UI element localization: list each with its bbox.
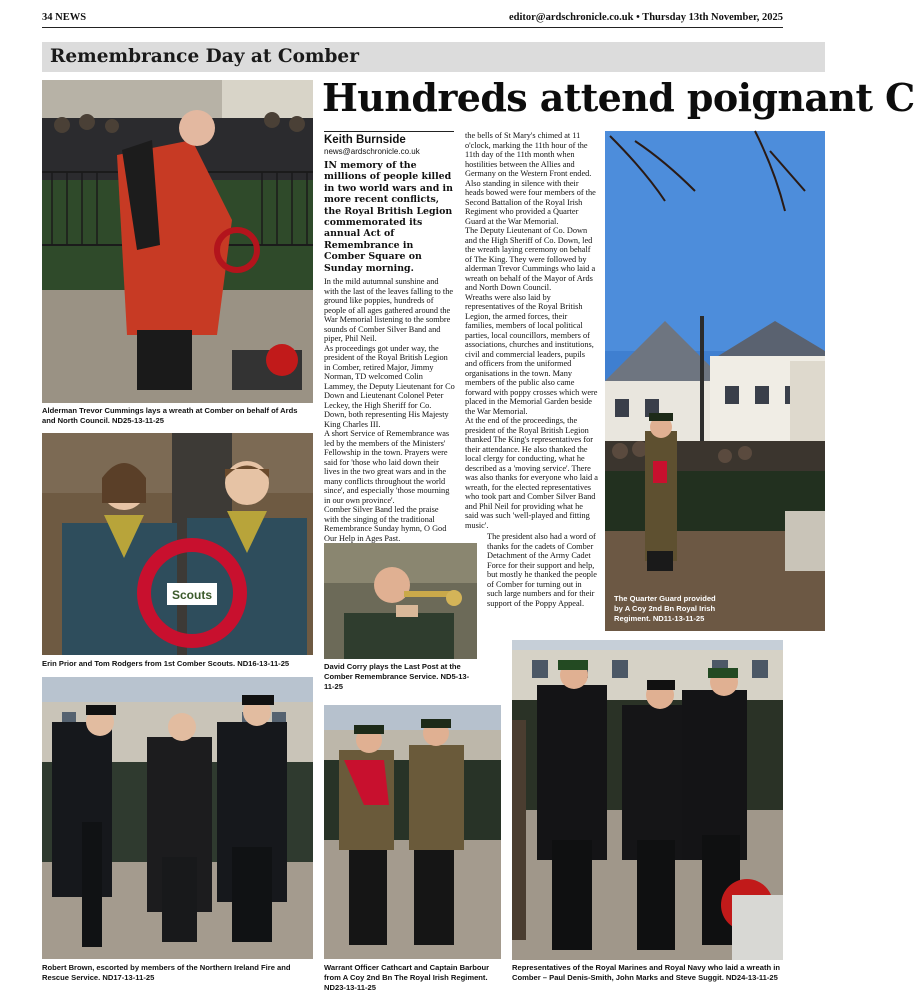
page-contact-date: editor@ardschronicle.co.uk • Thursday 13th November, 2025 [508,12,783,23]
article-byline [324,131,454,156]
photo-fire-rescue [42,677,313,959]
article-paragraph: The president also had a word of thanks for the cadets of Comber Detachment of the Army Cadet Force for their support and help, but mostly he thanked the people of Comber for turning out in such large numbers and for their support of the Poppy Appeal. [487,532,597,608]
page-number: 34 NEWS [42,12,87,23]
article-paragraph: The Deputy Lieutenant of Co. Down and the High Sheriff of Co. Down, led the wreath laying ceremony on behalf of The King. They were followed by alderman Trevor Cummings who laid a wreath on behalf of the Mayor of Ards and North Down Council. [465,226,596,292]
photo-cummings-wreath [42,80,313,403]
article-column-2 [465,131,598,671]
page-folio [42,10,783,28]
caption-quarter-guard: The Quarter Guard provided by A Coy 2nd Bn Royal Irish Regiment. ND11-13-11-25 [614,594,716,623]
caption-scouts: Erin Prior and Tom Rodgers from 1st Comber Scouts. ND16-13-11-25 [42,659,290,668]
caption-fire-rescue: Robert Brown, escorted by members of the Northern Ireland Fire and Rescue Service. ND17-13-11-25 [42,963,291,982]
article-paragraph: In the mild autumnal sunshine and with the last of the leaves falling to the ground like poppies, hundreds of people of all ages gathered around the War Memorial listening to the sombre sounds of Comber Silver Band and piper, Phil Neil. [324,277,454,344]
photo-warrant-officer [324,705,501,959]
article-paragraph: Wreaths were also laid by representatives of the Royal British Legion, the armed forces, their families, members of local political parties, local councillors, members of associations, churches and institutions, civil and commercial leaders, pupils and officers from the uniformed organisations in the town. Many members of the public also came forward with poppy crosses which were placed in the Memorial Garden beside the War Memorial. [465,292,598,416]
article-paragraph: Comber Silver Band led the praise with the singing of the traditional Remembrance Sunday hymn, O God Our Help in Ages Past. [324,505,447,543]
section-banner [42,42,825,72]
caption-bugler: David Corry plays the Last Post at the Comber Remembrance Service. ND5-13-11-25 [324,662,470,691]
photo-bugler [324,543,477,659]
author-name: Keith Burnside [324,131,454,146]
caption-warrant-officer: Warrant Officer Cathcart and Captain Barbour from A Coy 2nd Bn The Royal Irish Regiment. ND23-13-11-25 [324,963,490,992]
article-column-1 [324,160,455,565]
section-title: Remembrance Day at Comber [50,46,359,67]
article-headline: Hundreds attend poignant C [322,75,915,120]
author-email: news@ardschronicle.co.uk [324,147,420,156]
caption-royal-marines: Representatives of the Royal Marines and Royal Navy who laid a wreath in Comber – Paul Denis-Smith, John Marks and Steve Suggit. ND24-13-11-25 [512,963,780,982]
article-lede: IN memory of the millions of people killed in two world wars and in more recent conflicts, the Royal British Legion commemorated its annual Act of Remembrance in Comber Square on Sunday morning. [324,160,453,274]
article-paragraph: At the end of the proceedings, the president of the Royal British Legion thanked The King's representatives for their attendance. He also thanked the local clergy for conducting, what he described as a 'moving service'. There was also thanks for everyone who laid a wreath, for the elected representatives who took part and Comber Silver Band and Phil Neil for providing what he said was such 'well-played and fitting music'. [465,416,598,530]
article-paragraph: the bells of St Mary's chimed at 11 o'clock, marking the 11th hour of the 11th day of the 11th month when hostilities between the Allies and Germany on the Western Front ended. Also standing in silence with their heads bowed were four members of the Second Battalion of the Royal Irish Regiment who provided a Quarter Guard at the War Memorial. [465,131,596,226]
article-paragraph: A short Service of Remembrance was led by the members of the Ministers' Fellowship in the town. Prayers were said for 'those who laid down their lives in the two great wars and in the many conflicts throughout the world since', and especially 'those mourning in our own province'. [324,429,450,505]
wreath-card-label: Scouts [171,588,213,602]
photo-royal-marines [512,640,783,960]
photo-scouts [42,433,313,655]
caption-cummings: Alderman Trevor Cummings lays a wreath at Comber on behalf of Ards and North Council. ND25-13-11-25 [42,406,298,425]
photo-quarter-guard [605,131,825,631]
article-paragraph: As proceedings got under way, the president of the Royal British Legion in Comber, retired Major, Jimmy Norman, TD welcomed Colin Lammey, the Deputy Lieutenant for Co Down and Lieutenant Colonel Peter Leckey, the High Sheriff for Co. Down, both representing His Majesty King Charles III. [324,343,455,429]
